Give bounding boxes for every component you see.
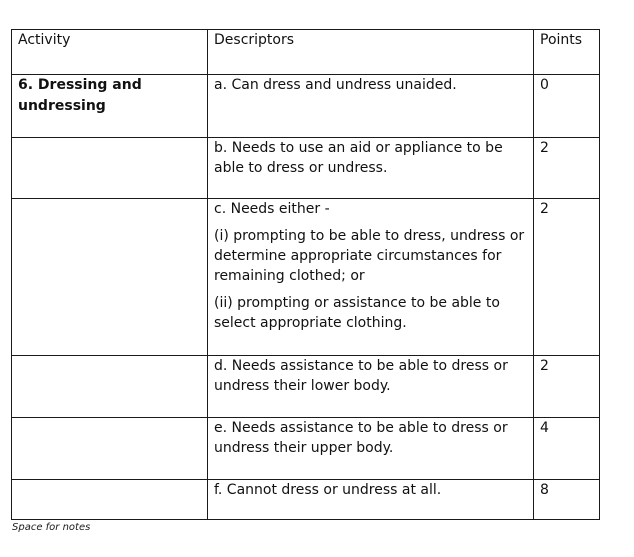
descriptor-part-ii: (ii) prompting or assistance to be able to select appropriate clothing.	[214, 295, 500, 331]
activity-cell-empty	[12, 480, 208, 520]
table-row	[12, 356, 600, 418]
activity-name: 6. Dressing and undressing	[18, 77, 142, 114]
table-row	[12, 199, 600, 356]
points-cell: 2	[534, 356, 600, 418]
table-row	[12, 480, 600, 520]
table-header-row	[12, 30, 600, 75]
table-row	[12, 418, 600, 480]
descriptor-cell: f. Cannot dress or undress at all.	[208, 480, 534, 520]
points-cell: 0	[534, 75, 600, 138]
descriptor-cell: d. Needs assistance to be able to dress or undress their lower body.	[208, 356, 534, 418]
activity-cell-empty	[12, 138, 208, 199]
descriptor-part-i: (i) prompting to be able to dress, undress or determine appropriate circumstances for remaining clothed; or	[214, 228, 525, 284]
notes-label: Space for notes	[12, 522, 91, 533]
points-cell: 2	[534, 199, 600, 356]
table-row	[12, 138, 600, 199]
points-cell: 8	[534, 480, 600, 520]
descriptor-cell: b. Needs to use an aid or appliance to be able to dress or undress.	[208, 138, 534, 199]
descriptor-intro: c. Needs either -	[214, 201, 330, 217]
points-cell: 4	[534, 418, 600, 480]
header-points: Points	[534, 30, 600, 75]
table-row	[12, 75, 600, 138]
header-descriptors: Descriptors	[208, 30, 534, 75]
header-activity: Activity	[12, 30, 208, 75]
activity-cell-empty	[12, 356, 208, 418]
points-cell: 2	[534, 138, 600, 199]
descriptor-cell: a. Can dress and undress unaided.	[208, 75, 534, 138]
activity-cell-empty	[12, 418, 208, 480]
activity-cell-empty	[12, 199, 208, 356]
descriptor-cell	[208, 199, 534, 356]
descriptor-table	[11, 29, 600, 520]
activity-cell	[12, 75, 208, 138]
descriptor-cell: e. Needs assistance to be able to dress or undress their upper body.	[208, 418, 534, 480]
